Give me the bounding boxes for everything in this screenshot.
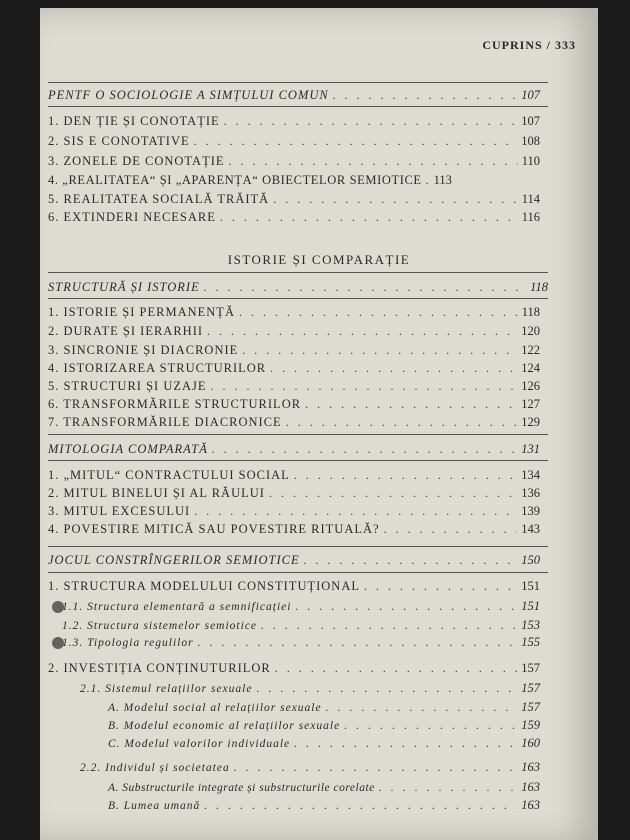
toc-subentry	[80, 681, 540, 696]
separator-line	[48, 298, 548, 299]
toc-page-number: 118	[521, 305, 540, 319]
dot-leader	[364, 579, 517, 594]
toc-entry-text: 1. STRUCTURA MODELULUI CONSTITUȚIONAL	[48, 579, 360, 593]
toc-entry	[48, 154, 540, 169]
toc-entry	[48, 397, 540, 412]
toc-title-text: PENTF O SOCIOLOGIE A SIMȚULUI COMUN	[48, 88, 329, 102]
toc-page-number: 113	[433, 173, 452, 187]
toc-page-number: 153	[521, 618, 540, 632]
separator-line	[48, 82, 548, 83]
running-head: CUPRINS / 333	[482, 38, 576, 52]
separator-line	[48, 272, 548, 273]
toc-page-number: 163	[521, 780, 540, 794]
toc-entry-text: 1. „MITUL“ CONTRACTULUI SOCIAL	[48, 468, 290, 482]
toc-entry-text: 6. EXTINDERI NECESARE	[48, 210, 216, 224]
toc-page-number: 151	[521, 599, 540, 613]
dot-leader	[384, 522, 518, 537]
toc-entry-text: 2. MITUL BINELUI ȘI AL RĂULUI	[48, 486, 265, 500]
toc-entry-text: 2.1. Sistemul relațiilor sexuale	[80, 683, 253, 695]
separator-line	[48, 434, 548, 435]
toc-subentry	[62, 618, 540, 633]
dot-leader	[229, 154, 518, 169]
toc-entry-text: 4. POVESTIRE MITICĂ SAU POVESTIRE RITUALĂ?	[48, 522, 380, 536]
toc-entry-text: 1.1. Structura elementară a semnificației	[62, 601, 292, 613]
dot-leader	[242, 343, 517, 358]
toc-entry	[48, 173, 548, 188]
dot-leader	[198, 635, 518, 650]
toc-entry-text: 3. ZONELE DE CONOTAȚIE	[48, 154, 225, 168]
toc-entry	[48, 324, 540, 339]
toc-entry-text: 1. ISTORIE ȘI PERMANENȚĂ	[48, 305, 235, 319]
separator-line	[48, 546, 548, 547]
toc-page-number: 150	[521, 553, 540, 567]
dot-leader	[194, 134, 518, 149]
toc-page-number: 124	[521, 361, 540, 375]
book-page	[40, 8, 598, 840]
toc-page-number: 159	[521, 718, 540, 732]
toc-entry-text: 1.3. Tipologia regulilor	[62, 637, 194, 649]
part-heading: ISTORIE ȘI COMPARAȚIE	[227, 252, 411, 267]
toc-page-number: 116	[521, 210, 540, 224]
toc-entry	[48, 192, 540, 207]
toc-subentry	[62, 599, 540, 614]
toc-page-number: 118	[530, 280, 548, 294]
dot-leader	[305, 397, 517, 412]
toc-subentry	[108, 798, 540, 813]
toc-page-number: 110	[521, 154, 540, 168]
dot-leader	[261, 618, 517, 633]
toc-page-number: 143	[521, 522, 540, 536]
toc-entry-text: 5. REALITATEA SOCIALĂ TRĂITĂ	[48, 192, 270, 206]
dot-leader	[326, 700, 518, 715]
dot-leader	[286, 415, 518, 430]
toc-entry	[48, 661, 540, 676]
toc-title-text: STRUCTURĂ ȘI ISTORIE	[48, 280, 200, 294]
toc-page-number: 107	[521, 88, 540, 102]
toc-entry-text: 3. SINCRONIE ȘI DIACRONIE	[48, 343, 239, 357]
toc-entry-text: 2. SIS E CONOTATIVE	[48, 134, 190, 148]
toc-section-title	[48, 280, 548, 295]
toc-subentry	[108, 700, 540, 715]
toc-entry-text: 2. DURATE ȘI IERARHII	[48, 324, 204, 338]
toc-page-number: 107	[521, 114, 540, 128]
toc-entry	[48, 486, 540, 501]
dot-leader	[220, 210, 518, 225]
dot-leader	[269, 486, 517, 501]
toc-subentry	[108, 780, 540, 795]
toc-page-number: 157	[521, 681, 540, 695]
dot-leader	[270, 361, 517, 376]
toc-entry-text: 6. TRANSFORMĂRILE STRUCTURILOR	[48, 397, 302, 411]
toc-title-text: JOCUL CONSTRÎNGERILOR SEMIOTICE	[48, 553, 300, 567]
toc-page-number: 151	[521, 579, 540, 593]
toc-entry	[48, 114, 540, 129]
toc-page-number: 129	[521, 415, 540, 429]
toc-page-number: 157	[521, 700, 540, 714]
dot-leader	[294, 736, 517, 751]
toc-page-number: 114	[521, 192, 540, 206]
toc-subentry	[108, 736, 540, 751]
toc-page-number: 136	[521, 486, 540, 500]
toc-entry	[48, 134, 540, 149]
toc-page-number: 120	[521, 324, 540, 338]
toc-entry	[48, 210, 540, 225]
toc-entry-text: 2. INVESTIȚIA CONȚINUTURILOR	[48, 661, 271, 675]
dot-leader	[294, 468, 517, 483]
toc-entry	[48, 343, 540, 358]
toc-page-number: 163	[521, 760, 540, 774]
toc-title-text: MITOLOGIA COMPARATĂ	[48, 442, 208, 456]
dot-leader	[344, 718, 517, 733]
toc-entry	[48, 379, 540, 394]
dot-leader	[239, 305, 518, 320]
dot-leader	[304, 553, 518, 568]
toc-subentry	[80, 760, 540, 775]
toc-page-number: 108	[521, 134, 540, 148]
dot-leader	[204, 280, 526, 295]
toc-entry-text: B. Lumea umană	[108, 800, 201, 812]
dot-leader	[273, 192, 518, 207]
toc-page-number: 160	[521, 736, 540, 750]
toc-page-number: 163	[521, 798, 540, 812]
toc-entry	[48, 415, 540, 430]
toc-entry	[48, 468, 540, 483]
toc-entry-text: 7. TRANSFORMĂRILE DIACRONICE	[48, 415, 282, 429]
dot-leader	[207, 324, 517, 339]
toc-section-title	[48, 442, 540, 457]
toc-entry	[48, 504, 540, 519]
toc-entry-text: 4. ISTORIZAREA STRUCTURILOR	[48, 361, 267, 375]
dot-leader	[379, 780, 517, 795]
toc-page-number: 134	[521, 468, 540, 482]
separator-line	[48, 572, 548, 573]
toc-page-number: 126	[521, 379, 540, 393]
toc-entry	[48, 361, 540, 376]
toc-page-number: 127	[521, 397, 540, 411]
dot-leader	[204, 798, 517, 813]
dot-leader	[211, 379, 518, 394]
toc-entry-text: 3. MITUL EXCESULUI	[48, 504, 191, 518]
toc-entry-text: C. Modelul valorilor individuale	[108, 738, 291, 750]
dot-leader	[275, 661, 517, 676]
dot-leader	[295, 599, 517, 614]
dot-leader	[256, 681, 517, 696]
toc-page-number: 157	[521, 661, 540, 675]
toc-entry-text: B. Modelul economic al relațiilor sexuale	[108, 720, 341, 732]
toc-entry-text: 1. DEN ȚIE ȘI CONOTAȚIE	[48, 114, 220, 128]
separator-line	[48, 460, 548, 461]
toc-page-number: 139	[521, 504, 540, 518]
toc-entry-text: 1.2. Structura sistemelor semiotice	[62, 620, 258, 632]
toc-subentry	[62, 635, 540, 650]
toc-entry	[48, 305, 540, 320]
dot-leader	[224, 114, 518, 129]
dot-leader	[212, 442, 517, 457]
toc-entry	[48, 579, 540, 594]
toc-section-title	[48, 553, 540, 568]
toc-entry-text: A. Substructurile integrate și substructurile corelate	[108, 782, 375, 794]
dot-leader	[426, 173, 430, 188]
toc-entry-text: 4. „REALITATEA“ ȘI „APARENȚA“ OBIECTELOR SEMIOTICE	[48, 173, 422, 187]
toc-subentry	[108, 718, 540, 733]
toc-section-title	[48, 88, 540, 103]
toc-page-number: 131	[521, 442, 540, 456]
toc-entry-text: A. Modelul social al relațiilor sexuale	[108, 702, 322, 714]
dot-leader	[333, 88, 518, 103]
toc-entry-text: 5. STRUCTURI ȘI UZAJE	[48, 379, 207, 393]
toc-entry	[48, 522, 540, 537]
toc-entry-text: 2.2. Individul și societatea	[80, 762, 230, 774]
dot-leader	[234, 760, 518, 775]
toc-page-number: 155	[521, 635, 540, 649]
separator-line	[48, 106, 548, 107]
toc-page-number: 122	[521, 343, 540, 357]
dot-leader	[194, 504, 517, 519]
